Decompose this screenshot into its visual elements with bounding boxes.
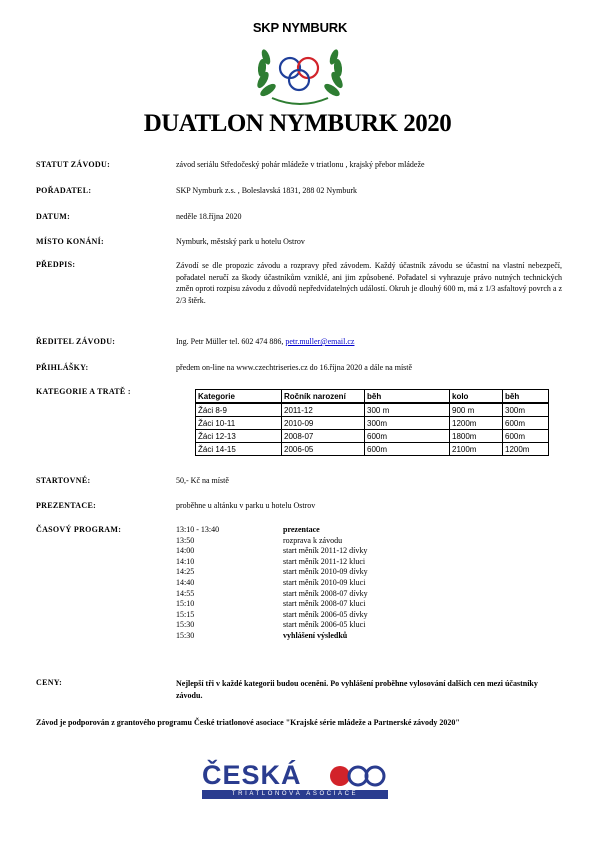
table-row bbox=[196, 417, 549, 430]
value-prihlasky: předem on-line na www.czechtriseries.cz do 16.října 2020 a dále na místě bbox=[176, 363, 413, 372]
schedule-time: 13:10 - 13:40 bbox=[176, 525, 220, 534]
label-misto: MÍSTO KONÁNÍ: bbox=[36, 237, 104, 246]
cta-logo-word: ČESKÁ bbox=[202, 760, 302, 790]
table-cell: Žáci 8-9 bbox=[196, 403, 282, 417]
schedule-time: 15:10 bbox=[176, 599, 195, 609]
table-header-cell: Kategorie bbox=[196, 390, 282, 404]
table-cell: 2100m bbox=[450, 443, 503, 456]
schedule-time: 15:15 bbox=[176, 609, 195, 619]
table-cell: 300 m bbox=[365, 403, 450, 417]
label-ceny: CENY: bbox=[36, 678, 63, 687]
table-header-cell: běh bbox=[503, 390, 549, 404]
schedule-time: 14:10 bbox=[176, 556, 195, 566]
table-header-cell: Ročník narození bbox=[282, 390, 365, 404]
table-cell: 2008-07 bbox=[282, 430, 365, 443]
table-cell: 900 m bbox=[450, 403, 503, 417]
schedule-time: 15:30 bbox=[176, 620, 195, 630]
label-startovne: STARTOVNÉ: bbox=[36, 476, 91, 485]
table-cell: 1200m bbox=[450, 417, 503, 430]
schedule-event: start měník 2010-09 kluci bbox=[283, 577, 366, 587]
cta-logo bbox=[200, 760, 400, 800]
schedule-event: start měník 2008-07 kluci bbox=[283, 599, 366, 609]
table-cell: Žáci 12-13 bbox=[196, 430, 282, 443]
table-cell: Žáci 10-11 bbox=[196, 417, 282, 430]
label-program: ČASOVÝ PROGRAM: bbox=[36, 525, 122, 534]
label-prezentace: PREZENTACE: bbox=[36, 501, 97, 510]
value-ceny: Nejlepší tři v každé kategorii budou oceněni. Po vyhlášení proběhne vylosování dalších cen mezi účastníky závodu. bbox=[176, 679, 538, 700]
schedule-times bbox=[176, 525, 219, 642]
value-poradatel: SKP Nymburk z.s. , Boleslavská 1831, 288 02 Nymburk bbox=[176, 186, 358, 195]
label-kategorie: KATEGORIE A TRATĚ : bbox=[36, 387, 131, 396]
cta-logo-band: TRIATLONOVÁ ASOCIACE bbox=[202, 790, 388, 799]
schedule-time: 14:40 bbox=[176, 577, 195, 587]
table-cell: 2006-05 bbox=[282, 443, 365, 456]
club-logo bbox=[247, 20, 353, 110]
schedule-event: start měník 2006-05 kluci bbox=[283, 620, 366, 630]
schedule-event: vyhlášení výsledků bbox=[283, 630, 348, 640]
label-predpis: PŘEDPIS: bbox=[36, 260, 76, 269]
table-cell: 2010-09 bbox=[282, 417, 365, 430]
label-prihlasky: PŘIHLÁŠKY: bbox=[36, 363, 89, 372]
table-row bbox=[196, 403, 549, 417]
table-cell: 1800m bbox=[450, 430, 503, 443]
schedule-event: start měník 2008-07 dívky bbox=[283, 588, 368, 598]
value-statut: závod seriálu Středočeský pohár mládeže v triatlonu , krajský přebor mládeže bbox=[176, 160, 425, 169]
table-cell: 300m bbox=[365, 417, 450, 430]
value-datum: neděle 18.října 2020 bbox=[176, 212, 242, 221]
schedule-event: start měník 2011-12 kluci bbox=[283, 556, 366, 566]
schedule-time: 14:00 bbox=[176, 546, 195, 556]
table-cell: 1200m bbox=[503, 443, 549, 456]
table-cell: Žáci 14-15 bbox=[196, 443, 282, 456]
table-cell: 600m bbox=[503, 417, 549, 430]
table-header-row bbox=[196, 390, 549, 404]
club-name: SKP NYMBURK bbox=[252, 20, 348, 35]
table-cell: 600m bbox=[503, 430, 549, 443]
table-header-cell: kolo bbox=[450, 390, 503, 404]
label-poradatel: POŘADATEL: bbox=[36, 186, 92, 195]
categories-table bbox=[195, 389, 549, 456]
director-email-link[interactable]: petr.muller@email.cz bbox=[285, 337, 355, 346]
table-cell: 600m bbox=[365, 443, 450, 456]
schedule-event: start měník 2010-09 dívky bbox=[283, 567, 368, 577]
label-reditel: ŘEDITEL ZÁVODU: bbox=[36, 337, 116, 346]
schedule-event: rozprava k závodu bbox=[283, 535, 343, 545]
director-contact: Ing. Petr Müller tel. 602 474 886, bbox=[176, 337, 284, 346]
table-cell: 2011-12 bbox=[282, 403, 365, 417]
label-statut: STATUT ZÁVODU: bbox=[36, 160, 111, 169]
label-datum: DATUM: bbox=[36, 212, 71, 221]
schedule-event: start měník 2006-05 dívky bbox=[283, 609, 368, 619]
triathlon-rings-icon bbox=[328, 762, 388, 792]
schedule-events bbox=[283, 525, 368, 642]
table-row bbox=[196, 430, 549, 443]
schedule-time: 15:30 bbox=[176, 630, 195, 640]
laurel-rings-icon bbox=[250, 38, 350, 108]
value-predpis: Závodí se dle propozic závodu a rozpravy před závodem. Každý účastník závodu se účastní na vlastní nebezpečí, pořadatel neručí za škody účastníkům vzniklé, ani jim způsobené. Pořadatel si vyhrazuje právo nutných technických změn oproti rozpisu závodu z důvodů nepředvídatelných událostí. Okruh je dlouhý 600 m, má z 1/3 asfaltový povrch a z 2/3 štěrk. bbox=[176, 261, 562, 305]
schedule-time: 13:50 bbox=[176, 535, 195, 545]
value-prezentace: proběhne u altánku v parku u hotelu Ostrov bbox=[176, 501, 316, 510]
schedule-event: start měník 2011-12 dívky bbox=[283, 546, 368, 556]
value-reditel bbox=[176, 337, 354, 346]
value-startovne: 50,- Kč na místě bbox=[176, 476, 229, 485]
schedule-time: 14:25 bbox=[176, 567, 195, 577]
value-misto: Nymburk, městský park u hotelu Ostrov bbox=[176, 237, 305, 246]
table-cell: 600m bbox=[365, 430, 450, 443]
table-row bbox=[196, 443, 549, 456]
page-title: DUATLON NYMBURK 2020 bbox=[143, 110, 452, 137]
schedule-event: prezentace bbox=[283, 525, 320, 534]
table-cell: 300m bbox=[503, 403, 549, 417]
table-header-cell: běh bbox=[365, 390, 450, 404]
footer-note: Závod je podporován z grantového programu České triatlonové asociace "Krajské série mládeže a Partnerské závody 2020" bbox=[36, 718, 460, 727]
schedule-time: 14:55 bbox=[176, 588, 195, 598]
